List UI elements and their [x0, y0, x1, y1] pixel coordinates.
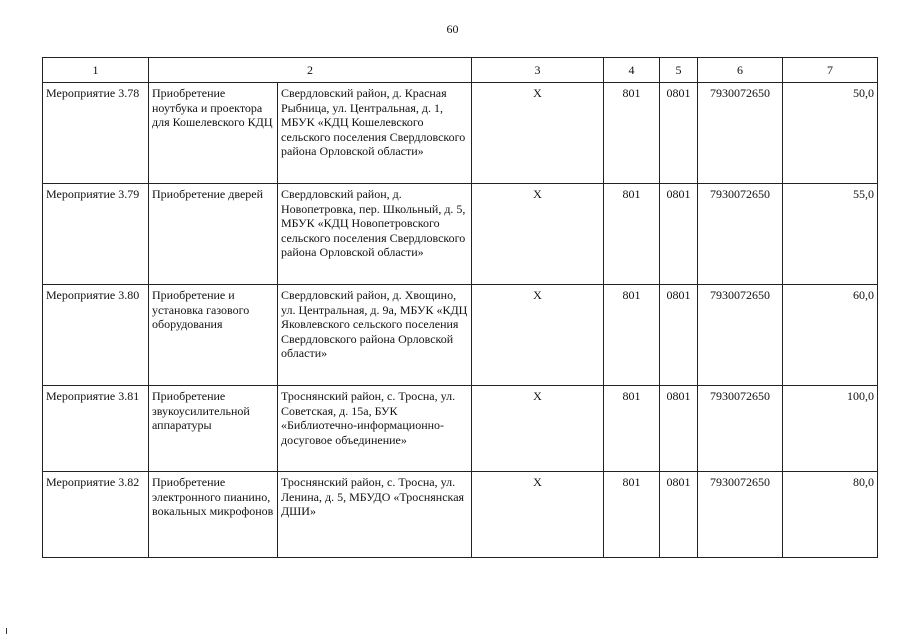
table-row: [43, 83, 878, 184]
col7-cell: 100,0: [783, 386, 878, 472]
purpose-cell: Приобретение электронного пианино, вокальных микрофонов: [149, 472, 278, 558]
address-cell: Троснянский район, с. Тросна, ул. Советская, д. 15а, БУК «Библиотечно-информационно-досуговое объединение»: [278, 386, 472, 472]
col7-cell: 60,0: [783, 285, 878, 386]
col6-cell: 7930072650: [698, 285, 783, 386]
purpose-cell: Приобретение ноутбука и проектора для Кошелевского КДЦ: [149, 83, 278, 184]
table-row: [43, 285, 878, 386]
col3-cell: X: [472, 472, 604, 558]
col4-cell: 801: [604, 184, 660, 285]
address-cell: Свердловский район, д. Хвощино, ул. Центральная, д. 9а, МБУК «КДЦ Яковлевского сельского поселения Свердловского района Орловской области»: [278, 285, 472, 386]
event-cell: Мероприятие 3.80: [43, 285, 149, 386]
header-cell-2: 2: [149, 58, 472, 83]
purpose-cell: Приобретение и установка газового оборудования: [149, 285, 278, 386]
page-number: 60: [446, 22, 459, 36]
col4-cell: 801: [604, 386, 660, 472]
col5-cell: 0801: [660, 285, 698, 386]
event-cell: Мероприятие 3.81: [43, 386, 149, 472]
col3-cell: X: [472, 83, 604, 184]
col6-cell: 7930072650: [698, 472, 783, 558]
col7-cell: 50,0: [783, 83, 878, 184]
purpose-cell: Приобретение дверей: [149, 184, 278, 285]
header-cell-4: 4: [604, 58, 660, 83]
col5-cell: 0801: [660, 184, 698, 285]
header-cell-3: 3: [472, 58, 604, 83]
col7-cell: 55,0: [783, 184, 878, 285]
header-cell-6: 6: [698, 58, 783, 83]
appropriations-table: [42, 57, 878, 558]
address-cell: Троснянский район, с. Тросна, ул. Ленина, д. 5, МБУДО «Троснянская ДШИ»: [278, 472, 472, 558]
col3-cell: X: [472, 184, 604, 285]
event-cell: Мероприятие 3.79: [43, 184, 149, 285]
table-row: [43, 386, 878, 472]
col5-cell: 0801: [660, 83, 698, 184]
address-cell: Свердловский район, д. Красная Рыбница, ул. Центральная, д. 1, МБУК «КДЦ Кошелевского сельского поселения Свердловского района Орловской области»: [278, 83, 472, 184]
event-cell: Мероприятие 3.82: [43, 472, 149, 558]
col6-cell: 7930072650: [698, 386, 783, 472]
col4-cell: 801: [604, 472, 660, 558]
col6-cell: 7930072650: [698, 184, 783, 285]
col7-cell: 80,0: [783, 472, 878, 558]
col3-cell: X: [472, 285, 604, 386]
header-cell-7: 7: [783, 58, 878, 83]
event-cell: Мероприятие 3.78: [43, 83, 149, 184]
header-cell-1: 1: [43, 58, 149, 83]
scan-mark: [6, 628, 7, 634]
header-row: [43, 58, 878, 83]
col5-cell: 0801: [660, 472, 698, 558]
header-cell-5: 5: [660, 58, 698, 83]
address-cell: Свердловский район, д. Новопетровка, пер. Школьный, д. 5, МБУК «КДЦ Новопетровского сельского поселения Свердловского района Орловской области»: [278, 184, 472, 285]
col4-cell: 801: [604, 285, 660, 386]
col5-cell: 0801: [660, 386, 698, 472]
purpose-cell: Приобретение звукоусилительной аппаратуры: [149, 386, 278, 472]
table-row: [43, 472, 878, 558]
col4-cell: 801: [604, 83, 660, 184]
col6-cell: 7930072650: [698, 83, 783, 184]
table-row: [43, 184, 878, 285]
col3-cell: X: [472, 386, 604, 472]
